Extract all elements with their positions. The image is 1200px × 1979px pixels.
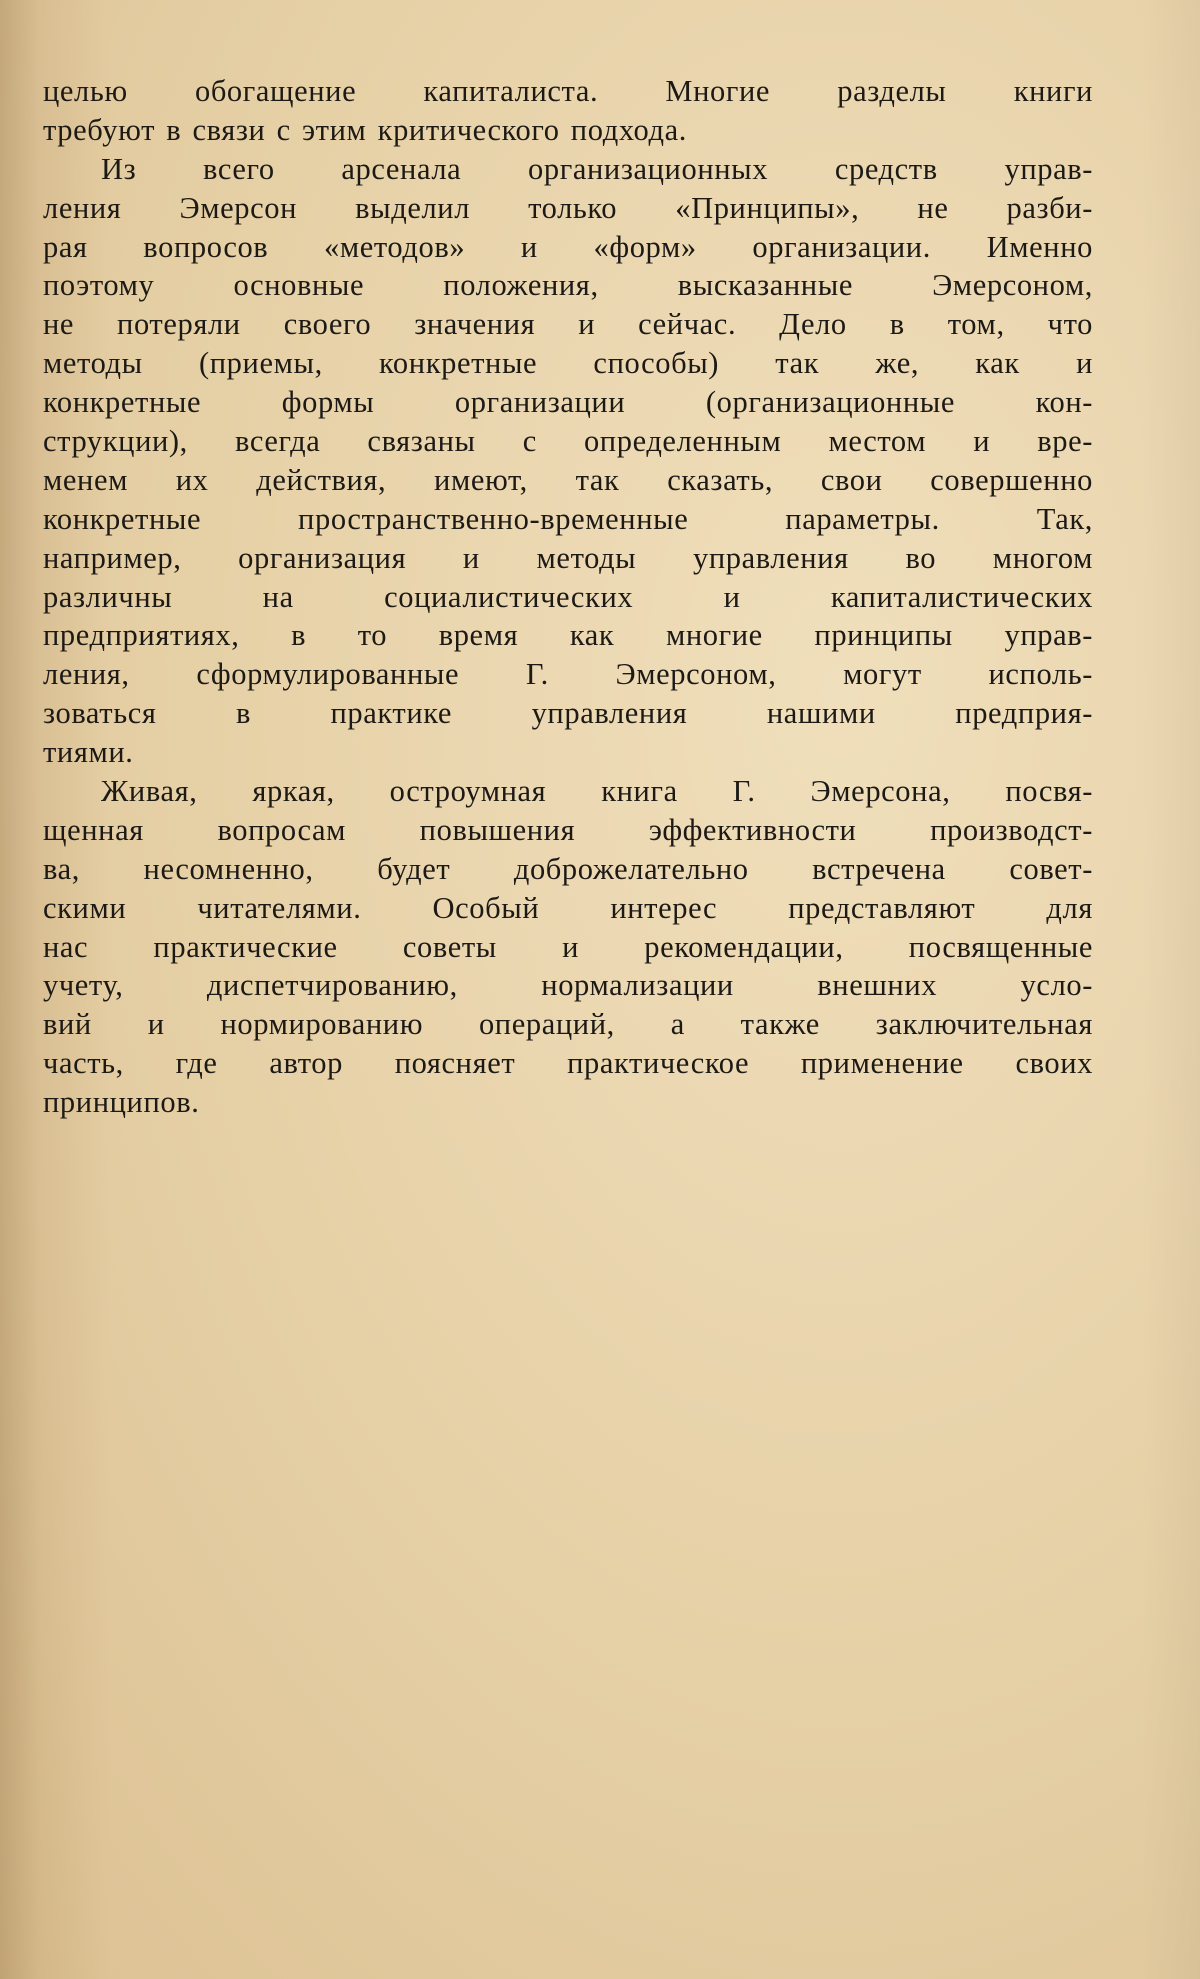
text-line-8: методы (приемы, конкретные способы) так же, как и (43, 346, 1093, 381)
text-line-9: конкретные формы организации (организационные кон- (43, 385, 1093, 420)
text-line-15: предприятиях, в то время как многие принципы управ- (43, 618, 1093, 653)
text-line-26: часть, где автор поясняет практическое применение своих (43, 1046, 1093, 1081)
text-line-7: не потеряли своего значения и сейчас. Дело в том, что (43, 307, 1093, 342)
text-line-11: менем их действия, имеют, так сказать, свои совершенно (43, 462, 1093, 497)
text-line-21: ва, несомненно, будет доброжелательно встречена совет- (43, 851, 1093, 886)
text-line-22: скими читателями. Особый интерес представляют для (43, 890, 1093, 925)
text-line-4: ления Эмерсон выделил только «Принципы», не разби- (43, 190, 1093, 225)
text-line-17: зоваться в практике управления нашими предприя- (43, 696, 1093, 731)
text-line-10: струкции), всегда связаны с определенным местом и вре- (43, 424, 1093, 459)
text-line-19: Живая, яркая, остроумная книга Г. Эмерсона, посвя- (101, 774, 1093, 809)
text-line-18: тиями. (43, 735, 134, 770)
text-line-24: учету, диспетчированию, нормализации внешних усло- (43, 968, 1093, 1003)
text-line-14: различны на социалистических и капиталистических (43, 579, 1093, 614)
text-line-20: щенная вопросам повышения эффективности производст- (43, 812, 1093, 847)
text-line-13: например, организация и методы управления во многом (43, 540, 1093, 575)
text-line-25: вий и нормированию операций, а также заключительная (43, 1007, 1093, 1042)
text-line-6: поэтому основные положения, высказанные Эмерсоном, (43, 268, 1093, 303)
text-line-12: конкретные пространственно-временные параметры. Так, (43, 501, 1093, 536)
text-line-27: принципов. (43, 1085, 200, 1120)
text-line-5: рая вопросов «методов» и «форм» организации. Именно (43, 229, 1093, 264)
text-line-1: целью обогащение капиталиста. Многие разделы книги (43, 74, 1093, 108)
text-line-23: нас практические советы и рекомендации, посвященные (43, 929, 1093, 964)
text-line-16: ления, сформулированные Г. Эмерсоном, могут исполь- (43, 657, 1093, 692)
body-text (43, 72, 1093, 1122)
text-line-3: Из всего арсенала организационных средств управ- (101, 151, 1093, 186)
text-line-2: требуют в связи с этим критического подхода. (43, 112, 687, 147)
